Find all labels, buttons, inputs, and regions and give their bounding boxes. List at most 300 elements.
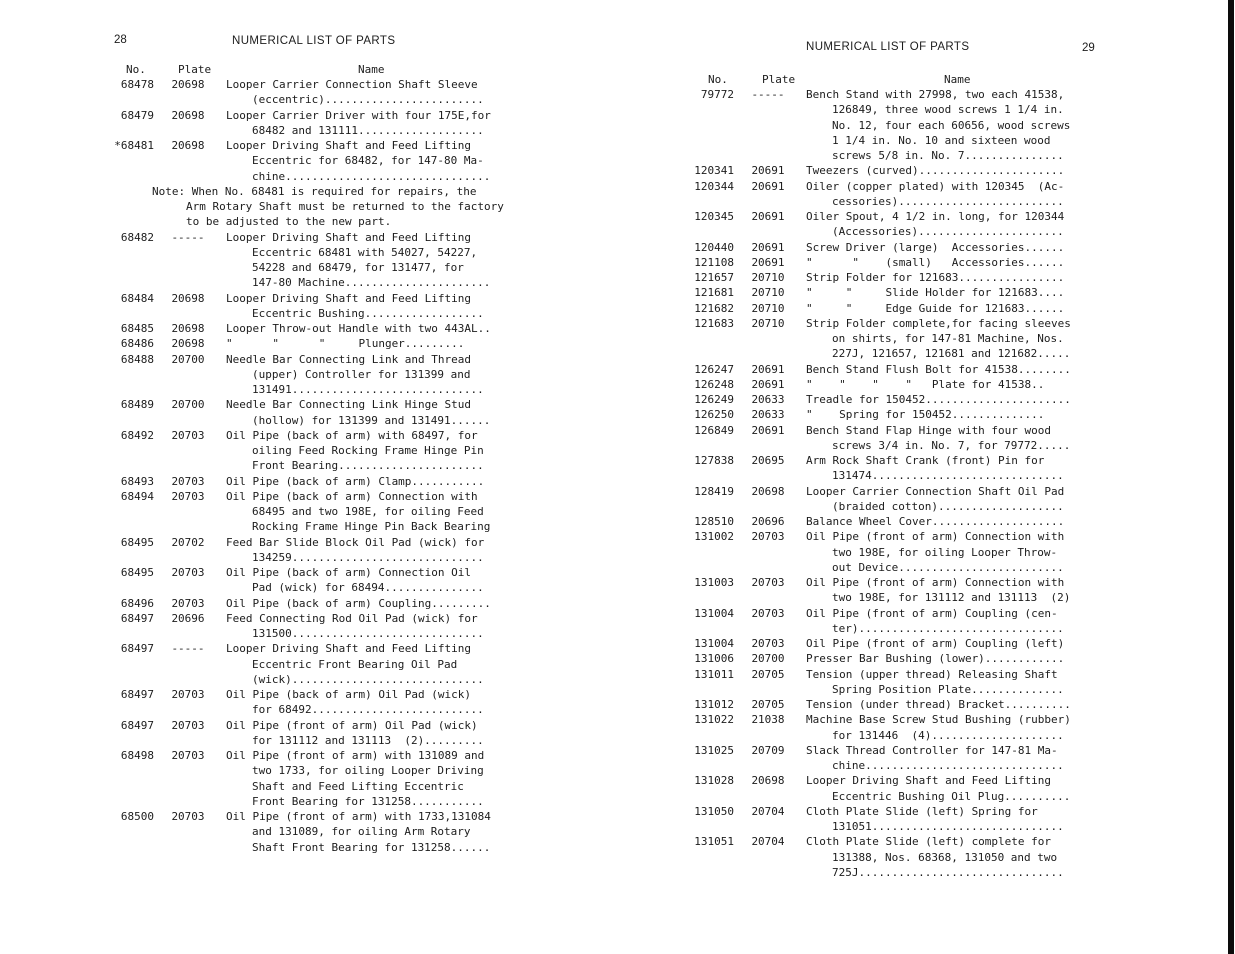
- part-name-line: Oil Pipe (back of arm) Oil Pad (wick): [226, 688, 472, 701]
- part-name-line: (Accessories)......................: [832, 225, 1064, 239]
- plate-number: 20703: [751, 576, 785, 589]
- part-name: [214, 535, 504, 566]
- page-edge-shadow: [1228, 0, 1234, 954]
- part-name-line: Eccentric Bushing Oil Plug..........: [832, 789, 1071, 803]
- part-name-line: " " Edge Guide for 121683......: [806, 301, 1065, 315]
- part-row: [100, 230, 504, 291]
- part-name-line: " " Slide Holder for 121683....: [806, 286, 1065, 300]
- part-name-line: screws 5/8 in. No. 7...............: [832, 149, 1064, 162]
- part-name-line: Looper Driving Shaft and Feed Lifting: [806, 774, 1052, 788]
- part-name-line: Oil Pipe (front of arm) Oil Pad (wick): [226, 718, 478, 732]
- part-row: [680, 362, 1071, 377]
- plate-number: 20691: [751, 423, 785, 437]
- part-name-line: two 198E, for 131112 and 131113 (2): [832, 591, 1071, 605]
- part-name-line: Shaft and Feed Lifting Eccentric: [252, 779, 464, 793]
- part-name-line: chine...............................: [252, 169, 491, 183]
- part-name: [214, 108, 504, 139]
- part-name-line: No. 12, four each 60656, wood screws: [832, 118, 1071, 132]
- part-name-line: Oil Pipe (front of arm) Connection with: [806, 530, 1065, 544]
- part-row: [680, 712, 1071, 743]
- plate-number: 20691: [751, 164, 785, 178]
- plate-number: 20698: [171, 291, 205, 305]
- part-row: [680, 285, 1071, 300]
- page-number: 29: [1082, 42, 1095, 54]
- page-number: 28: [114, 34, 127, 46]
- part-number: 68478: [120, 78, 154, 91]
- part-name-line: Tweezers (curved)......................: [806, 164, 1065, 178]
- part-name-line: 725J...............................: [832, 865, 1064, 879]
- part-row: [680, 514, 1071, 529]
- part-name-line: Oil Pipe (front of arm) Coupling (left): [806, 637, 1065, 650]
- part-number: 120440: [694, 240, 734, 254]
- part-name-line: Looper Carrier Driver with four 175E,for: [226, 108, 491, 122]
- plate-number: 20633: [751, 393, 785, 406]
- part-name: [794, 285, 1071, 300]
- part-row: [680, 87, 1071, 163]
- plate-number: -----: [171, 642, 205, 656]
- part-row: [100, 489, 504, 535]
- part-number: 131050: [694, 804, 734, 818]
- part-number: 68484: [120, 291, 154, 305]
- part-row: [680, 316, 1071, 362]
- part-name-line: for 131112 and 131113 (2).........: [252, 733, 484, 747]
- plate-number: 20696: [751, 515, 785, 528]
- part-number: 68495: [120, 566, 154, 579]
- part-name: [794, 316, 1071, 362]
- part-name-line: " Spring for 150452..............: [806, 408, 1045, 422]
- part-name-line: 68495 and two 198E, for oiling Feed: [252, 505, 484, 518]
- part-name-line: Looper Driving Shaft and Feed Lifting: [226, 642, 472, 656]
- part-name-line: and 131089, for oiling Arm Rotary: [252, 825, 471, 839]
- part-name-line: out Device.........................: [832, 560, 1064, 574]
- part-name-line: Bench Stand Flap Hinge with four wood: [806, 423, 1052, 437]
- part-name-line: Machine Base Screw Stud Bushing (rubber): [806, 713, 1071, 727]
- part-number: 68493: [120, 474, 154, 488]
- part-number: 131022: [694, 713, 734, 727]
- plate-number: 20710: [751, 286, 785, 300]
- part-name: [794, 362, 1071, 377]
- part-row: [680, 667, 1071, 698]
- part-number: 128510: [694, 515, 734, 528]
- column-header-name: Name: [944, 73, 971, 86]
- part-number: 68497: [120, 642, 154, 656]
- part-row: [100, 291, 504, 322]
- part-name: [794, 179, 1071, 210]
- page-title: NUMERICAL LIST OF PARTS: [806, 41, 970, 53]
- part-row: [680, 423, 1071, 454]
- part-name: [214, 474, 504, 489]
- part-name-line: Oil Pipe (back of arm) Clamp...........: [226, 474, 485, 488]
- part-number: 131051: [694, 835, 734, 849]
- plate-number: 20698: [171, 337, 205, 351]
- part-name: [794, 514, 1071, 529]
- part-number: 121683: [694, 316, 734, 330]
- part-row: [680, 834, 1071, 880]
- part-number: 68479: [120, 108, 154, 122]
- part-name-line: Eccentric Front Bearing Oil Pad: [252, 657, 458, 671]
- part-name: [794, 529, 1071, 575]
- part-number: 131003: [694, 576, 734, 589]
- part-name-line: Oil Pipe (front of arm) with 1733,131084: [226, 810, 491, 823]
- part-name: [214, 352, 504, 398]
- plate-number: 20710: [751, 271, 785, 284]
- part-name-line: ter)...............................: [832, 621, 1064, 635]
- part-name: [214, 687, 504, 718]
- part-name-line: " " (small) Accessories......: [806, 255, 1065, 269]
- plate-number: 20691: [751, 362, 785, 376]
- part-number: 120344: [694, 179, 734, 193]
- part-number: 68496: [120, 596, 154, 610]
- part-name-line: Looper Carrier Connection Shaft Sleeve: [226, 78, 478, 91]
- part-name: [794, 773, 1071, 804]
- plate-number: 21038: [751, 713, 785, 727]
- part-name-line: (eccentric)........................: [252, 93, 484, 107]
- part-name: [794, 484, 1071, 515]
- part-name: [794, 377, 1071, 392]
- part-name-line: screws 3/4 in. No. 7, for 79772.....: [832, 438, 1071, 452]
- part-name-line: Cloth Plate Slide (left) Spring for: [806, 804, 1038, 818]
- plate-number: 20691: [751, 377, 785, 391]
- part-number: 68498: [120, 749, 154, 762]
- plate-number: 20704: [751, 804, 785, 818]
- part-name-line: " " " " Plate for 41538..: [806, 377, 1045, 391]
- plate-number: 20698: [171, 139, 205, 152]
- part-name-line: 1 1/4 in. No. 10 and sixteen wood: [832, 133, 1051, 147]
- part-name: [214, 138, 504, 184]
- note-line: to be adjusted to the new part.: [186, 215, 392, 229]
- part-row: [680, 529, 1071, 575]
- part-number: 126247: [694, 362, 734, 376]
- part-name-line: Tension (upper thread) Releasing Shaft: [806, 667, 1058, 681]
- part-row: [100, 535, 504, 566]
- part-number: 121682: [694, 301, 734, 315]
- part-name: [214, 565, 504, 596]
- plate-number: 20710: [751, 316, 785, 330]
- part-name-line: Feed Bar Slide Block Oil Pad (wick) for: [226, 535, 485, 549]
- plate-number: 20705: [751, 698, 785, 711]
- part-number: 131012: [694, 698, 734, 711]
- plate-number: 20698: [751, 774, 785, 788]
- part-row: [680, 636, 1071, 651]
- part-row: [100, 352, 504, 398]
- part-number: 68494: [120, 489, 154, 503]
- plate-number: 20704: [751, 835, 785, 849]
- column-header-no: No.: [126, 63, 146, 76]
- part-name: [794, 240, 1071, 255]
- plate-number: 20703: [171, 474, 205, 488]
- part-name: [794, 209, 1071, 240]
- part-name-line: 131051.............................: [832, 820, 1064, 833]
- plate-number: 20710: [751, 301, 785, 315]
- part-number: 131025: [694, 743, 734, 757]
- part-number: 121681: [694, 286, 734, 300]
- part-name: [794, 453, 1071, 484]
- part-row: [680, 255, 1071, 270]
- part-name-line: Strip Folder complete,for facing sleeves: [806, 316, 1071, 330]
- part-name-line: Looper Driving Shaft and Feed Lifting: [226, 230, 472, 244]
- part-row: [680, 163, 1071, 178]
- column-header-no: No.: [708, 73, 728, 86]
- part-number: 79772: [700, 88, 734, 101]
- part-name-line: 131388, Nos. 68368, 131050 and two: [832, 850, 1058, 864]
- part-name: [214, 336, 504, 351]
- part-number: 128419: [694, 484, 734, 498]
- part-number: 131004: [694, 637, 734, 650]
- note-line: Arm Rotary Shaft must be returned to the factory: [186, 200, 504, 213]
- part-name-line: 131500.............................: [252, 627, 484, 640]
- part-row: [100, 611, 504, 642]
- part-name-line: Slack Thread Controller for 147-81 Ma-: [806, 743, 1058, 757]
- part-row: [100, 138, 504, 184]
- part-row: [100, 809, 504, 855]
- part-name-line: Eccentric 68481 with 54027, 54227,: [252, 245, 478, 259]
- part-row: [100, 748, 504, 809]
- part-name-line: Oil Pipe (back of arm) Connection with: [226, 489, 478, 503]
- note: [100, 184, 504, 230]
- part-name-line: Eccentric for 68482, for 147-80 Ma-: [252, 154, 484, 168]
- plate-number: 20703: [171, 489, 205, 503]
- part-name-line: Looper Driving Shaft and Feed Lifting: [226, 139, 472, 152]
- part-number: 126248: [694, 377, 734, 391]
- part-name-line: Oil Pipe (back of arm) Coupling.........: [226, 596, 491, 610]
- part-name-line: Oil Pipe (back of arm) with 68497, for: [226, 428, 478, 442]
- part-number: *68481: [114, 139, 154, 152]
- part-name-line: two 198E, for oiling Looper Throw-: [832, 545, 1058, 559]
- part-name-line: Bench Stand Flush Bolt for 41538........: [806, 362, 1071, 376]
- column-header-plate: Plate: [178, 63, 212, 76]
- part-row: [680, 773, 1071, 804]
- part-number: 131002: [694, 530, 734, 544]
- part-name: [794, 743, 1071, 774]
- part-name: [214, 321, 504, 336]
- plate-number: 20698: [171, 78, 205, 91]
- part-name-line: (upper) Controller for 131399 and: [252, 367, 471, 381]
- part-name-line: 131474.............................: [832, 469, 1064, 483]
- part-name-line: Rocking Frame Hinge Pin Back Bearing: [252, 520, 491, 534]
- part-name-line: Front Bearing......................: [252, 459, 484, 473]
- plate-number: 20698: [171, 322, 205, 335]
- part-name: [794, 163, 1071, 178]
- plate-number: 20703: [171, 428, 205, 442]
- part-name-line: cessories).........................: [832, 194, 1064, 208]
- part-row: [100, 596, 504, 611]
- part-row: [100, 687, 504, 718]
- part-row: [100, 336, 504, 351]
- part-number: 68497: [120, 718, 154, 732]
- plate-number: 20703: [171, 749, 205, 762]
- part-row: [100, 565, 504, 596]
- part-row: [100, 108, 504, 139]
- part-row: [100, 641, 504, 687]
- part-number: 131006: [694, 652, 734, 666]
- part-row: [100, 397, 504, 428]
- part-number: 131028: [694, 774, 734, 788]
- plate-number: 20703: [171, 810, 205, 823]
- part-name-line: Arm Rock Shaft Crank (front) Pin for: [806, 454, 1045, 467]
- part-name-line: Oil Pipe (front of arm) with 131089 and: [226, 749, 485, 762]
- part-row: [680, 209, 1071, 240]
- part-row: [680, 392, 1071, 407]
- note-line: Note: When No. 68481 is required for repairs, the: [152, 184, 477, 198]
- part-name: [794, 407, 1071, 422]
- part-name: [794, 301, 1071, 316]
- part-number: 126250: [694, 408, 734, 422]
- part-name-line: Oil Pipe (front of arm) Connection with: [806, 576, 1065, 589]
- part-name: [794, 667, 1071, 698]
- part-number: 126849: [694, 423, 734, 437]
- part-name-line: (hollow) for 131399 and 131491......: [252, 413, 491, 427]
- part-name-line: on shirts, for 147-81 Machine, Nos.: [832, 332, 1064, 345]
- plate-number: 20691: [751, 255, 785, 269]
- part-name: [214, 809, 504, 855]
- part-number: 131004: [694, 606, 734, 620]
- part-number: 68482: [120, 230, 154, 244]
- part-name: [794, 651, 1071, 666]
- part-name: [214, 718, 504, 749]
- column-header-name: Name: [358, 63, 385, 76]
- part-name-line: Eccentric Bushing..................: [252, 306, 484, 320]
- part-number: 121108: [694, 255, 734, 269]
- part-name: [214, 748, 504, 809]
- part-row: [680, 651, 1071, 666]
- part-name-line: Cloth Plate Slide (left) complete for: [806, 835, 1052, 849]
- part-number: 68489: [120, 398, 154, 412]
- part-row: [680, 407, 1071, 422]
- part-name-line: 54228 and 68479, for 131477, for: [252, 261, 464, 274]
- part-name-line: Looper Carrier Connection Shaft Oil Pad: [806, 484, 1065, 498]
- part-row: [100, 718, 504, 749]
- part-number: 131011: [694, 667, 734, 681]
- plate-number: 20709: [751, 743, 785, 757]
- part-row: [680, 575, 1071, 606]
- plate-number: 20703: [751, 606, 785, 620]
- part-name: [794, 392, 1071, 407]
- part-row: [680, 453, 1071, 484]
- part-number: 68500: [120, 810, 154, 823]
- part-name-line: for 131446 (4)....................: [832, 728, 1064, 742]
- part-name-line: Shaft Front Bearing for 131258......: [252, 840, 491, 854]
- part-name-line: Presser Bar Bushing (lower)............: [806, 652, 1065, 666]
- plate-number: 20703: [171, 718, 205, 732]
- part-number: 120345: [694, 210, 734, 223]
- plate-number: 20691: [751, 179, 785, 193]
- part-row: [680, 697, 1071, 712]
- part-number: 68488: [120, 352, 154, 366]
- part-name: [214, 77, 504, 108]
- part-name-line: Looper Driving Shaft and Feed Lifting: [226, 291, 472, 305]
- part-name-line: Oiler Spout, 4 1/2 in. long, for 120344: [806, 210, 1065, 223]
- part-name-line: (braided cotton)...................: [832, 499, 1064, 513]
- part-name-line: oiling Feed Rocking Frame Hinge Pin: [252, 444, 484, 457]
- part-row: [680, 377, 1071, 392]
- part-name: [794, 423, 1071, 454]
- part-name-line: Bench Stand with 27998, two each 41538,: [806, 88, 1065, 101]
- part-row: [680, 606, 1071, 637]
- plate-number: 20691: [751, 240, 785, 254]
- part-name: [794, 255, 1071, 270]
- part-number: 68486: [120, 337, 154, 351]
- part-row: [680, 240, 1071, 255]
- part-name-line: Oiler (copper plated) with 120345 (Ac-: [806, 179, 1065, 193]
- part-row: [100, 474, 504, 489]
- part-number: 68497: [120, 611, 154, 625]
- part-name: [214, 489, 504, 535]
- parts-list: [680, 87, 1071, 880]
- part-name: [214, 611, 504, 642]
- part-number: 68495: [120, 535, 154, 549]
- plate-number: 20695: [751, 454, 785, 467]
- plate-number: 20703: [751, 530, 785, 544]
- plate-number: 20696: [171, 611, 205, 625]
- part-name-line: Spring Position Plate..............: [832, 682, 1064, 696]
- part-name-line: Oil Pipe (front of arm) Coupling (cen-: [806, 606, 1058, 620]
- part-name: [214, 641, 504, 687]
- part-name-line: Tension (under thread) Bracket..........: [806, 698, 1071, 711]
- part-row: [100, 428, 504, 474]
- part-name-line: 134259.............................: [252, 550, 484, 564]
- part-name-line: (wick).............................: [252, 672, 484, 686]
- part-number: 127838: [694, 454, 734, 467]
- part-row: [100, 77, 504, 108]
- plate-number: 20705: [751, 667, 785, 681]
- part-row: [680, 804, 1071, 835]
- part-number: 68497: [120, 688, 154, 701]
- part-name-line: Needle Bar Connecting Link and Thread: [226, 352, 472, 366]
- part-number: 126249: [694, 393, 734, 406]
- plate-number: 20700: [171, 352, 205, 366]
- part-name: [214, 397, 504, 428]
- part-name: [794, 697, 1071, 712]
- part-number: 68485: [120, 322, 154, 335]
- plate-number: -----: [751, 88, 785, 101]
- part-row: [680, 179, 1071, 210]
- part-name: [214, 596, 504, 611]
- part-name-line: " " " Plunger.........: [226, 337, 465, 351]
- part-name-line: chine..............................: [832, 759, 1064, 772]
- plate-number: 20703: [171, 688, 205, 701]
- plate-number: 20698: [171, 108, 205, 122]
- part-name: [794, 575, 1071, 606]
- part-name-line: Feed Connecting Rod Oil Pad (wick) for: [226, 611, 478, 625]
- part-name-line: Looper Throw-out Handle with two 443AL..: [226, 322, 491, 335]
- part-row: [680, 743, 1071, 774]
- part-name: [794, 636, 1071, 651]
- plate-number: 20698: [751, 484, 785, 498]
- part-name-line: Balance Wheel Cover....................: [806, 515, 1065, 528]
- part-row: [680, 301, 1071, 316]
- plate-number: 20700: [171, 398, 205, 412]
- part-name-line: Pad (wick) for 68494...............: [252, 581, 484, 595]
- part-name-line: Needle Bar Connecting Link Hinge Stud: [226, 398, 472, 412]
- part-row: [680, 270, 1071, 285]
- part-name: [794, 606, 1071, 637]
- part-name: [794, 804, 1071, 835]
- part-number: 120341: [694, 164, 734, 178]
- part-row: [680, 484, 1071, 515]
- plate-number: 20703: [171, 566, 205, 579]
- part-name-line: 147-80 Machine......................: [252, 276, 491, 290]
- column-header-plate: Plate: [762, 73, 796, 86]
- parts-list: [100, 77, 504, 855]
- part-name-line: Oil Pipe (back of arm) Connection Oil: [226, 566, 472, 579]
- part-name-line: Strip Folder for 121683................: [806, 271, 1065, 284]
- part-number: 121657: [694, 271, 734, 284]
- part-name-line: 131491.............................: [252, 383, 484, 396]
- part-name: [794, 834, 1071, 880]
- plate-number: 20703: [751, 637, 785, 650]
- part-name-line: 227J, 121657, 121681 and 121682.....: [832, 347, 1071, 361]
- page-title: NUMERICAL LIST OF PARTS: [232, 35, 396, 47]
